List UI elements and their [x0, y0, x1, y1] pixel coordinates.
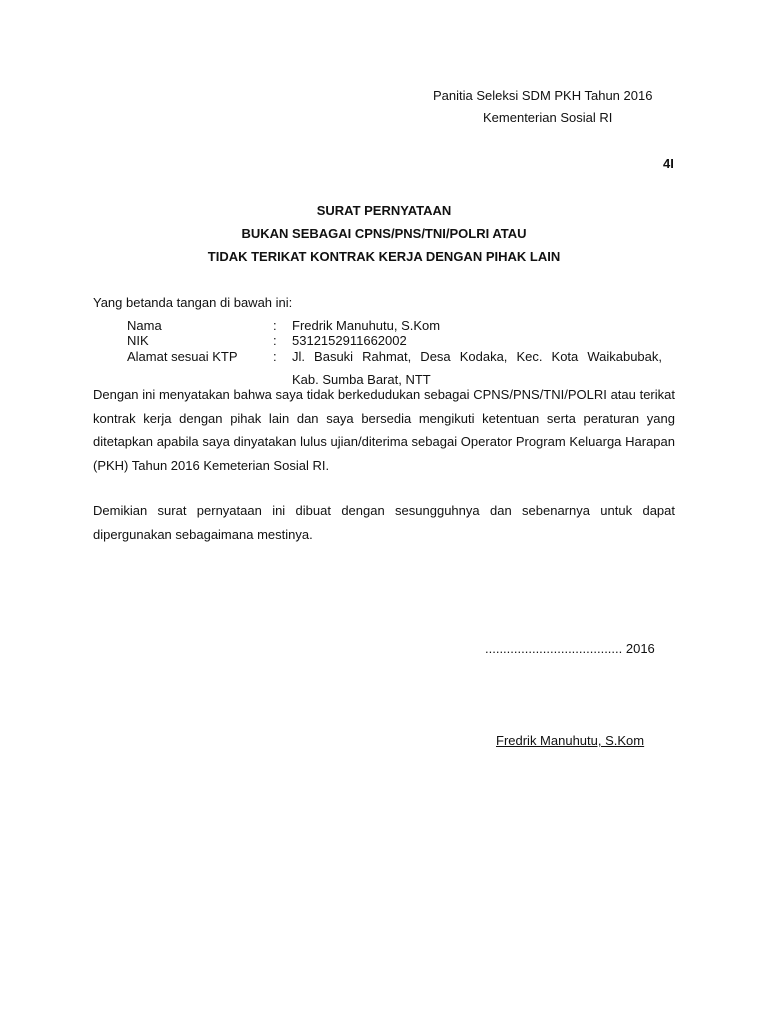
field-label-alamat: Alamat sesuai KTP — [127, 349, 238, 364]
date-line: ...................................... 2016 — [485, 641, 655, 656]
field-label-nama: Nama — [127, 318, 162, 333]
addressee-line-1: Panitia Seleksi SDM PKH Tahun 2016 — [433, 88, 653, 103]
field-colon: : — [273, 349, 277, 364]
document-subtitle-2: TIDAK TERIKAT KONTRAK KERJA DENGAN PIHAK LAIN — [207, 249, 561, 264]
statement-paragraph: Dengan ini menyatakan bahwa saya tidak berkedudukan sebagai CPNS/PNS/TNI/POLRI atau terikat kontrak kerja dengan pihak lain dan saya bersedia mengikuti ketentuan serta peraturan yang ditetapkan apabila saya dinyatakan lulus ujian/diterima sebagai Operator Program Keluarga Harapan (PKH) Tahun 2016 Kemeterian Sosial RI. — [93, 387, 675, 473]
closing-paragraph: Demikian surat pernyataan ini dibuat dengan sesungguhnya dan sebenarnya untuk dapat dipergunakan sebagaimana mestinya. — [93, 503, 675, 542]
field-value-nama: Fredrik Manuhutu, S.Kom — [292, 318, 441, 333]
field-value-alamat-line-1: Jl. Basuki Rahmat, Desa Kodaka, Kec. Kota Waikabubak, — [292, 349, 662, 364]
document-title: SURAT PERNYATAAN — [316, 203, 452, 218]
form-code: 4I — [663, 156, 674, 171]
signature-name: Fredrik Manuhutu, S.Kom — [496, 733, 645, 748]
field-value-alamat-line-2: Kab. Sumba Barat, NTT — [292, 372, 431, 387]
addressee-line-2: Kementerian Sosial RI — [483, 110, 613, 125]
field-value-nik: 5312152911662002 — [292, 333, 407, 348]
field-label-nik: NIK — [127, 333, 149, 348]
field-colon: : — [273, 333, 277, 348]
intro-text: Yang betanda tangan di bawah ini: — [93, 295, 293, 310]
field-colon: : — [273, 318, 277, 333]
document-subtitle-1: BUKAN SEBAGAI CPNS/PNS/TNI/POLRI ATAU — [241, 226, 527, 241]
